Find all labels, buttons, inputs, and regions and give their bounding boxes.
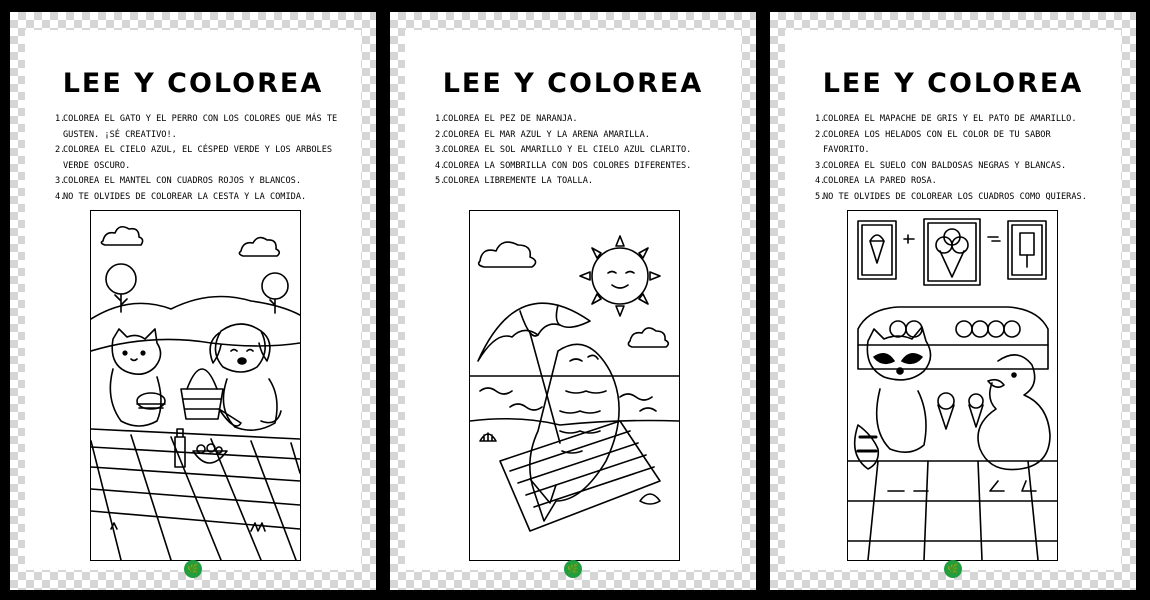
- instruction-list: [55, 112, 341, 205]
- worksheet-page-2: [390, 12, 756, 590]
- instruction-item: 2. COLOREA EL CIELO AZUL, EL CÉSPED VERDE Y LOS ARBOLES VERDE OSCURO.: [55, 145, 333, 171]
- leaf-logo-icon: 🌿: [944, 560, 962, 578]
- worksheet-content: [785, 30, 1121, 575]
- page-title: LEE Y COLOREA: [442, 68, 704, 99]
- instruction-item: 2. COLOREA EL MAR AZUL Y LA ARENA AMARILLA.: [435, 129, 650, 140]
- worksheet-page-3: [770, 12, 1136, 590]
- instruction-item: 1. COLOREA EL MAPACHE DE GRIS Y EL PATO DE AMARILLO.: [815, 114, 1077, 124]
- coloring-illustration-beach: [469, 210, 680, 561]
- leaf-logo-icon: 🌿: [184, 560, 202, 578]
- instruction-item: 2. COLOREA LOS HELADOS CON EL COLOR DE TU SABOR FAVORITO.: [815, 129, 1051, 155]
- instruction-item: 4. NO TE OLVIDES DE COLOREAR LA CESTA Y LA COMIDA.: [55, 191, 307, 202]
- page-title: LEE Y COLOREA: [62, 68, 324, 99]
- instruction-item: 4. COLOREA LA SOMBRILLA CON DOS COLORES DIFERENTES.: [435, 160, 692, 171]
- instruction-list: [815, 112, 1101, 205]
- instruction-list: [435, 112, 721, 190]
- worksheet-content: [405, 30, 741, 575]
- instruction-item: 4. COLOREA LA PARED ROSA.: [815, 176, 937, 186]
- worksheet-content: [25, 30, 361, 575]
- leaf-logo-icon: 🌿: [564, 560, 582, 578]
- coloring-illustration-picnic: [90, 210, 301, 561]
- instruction-item: 1. COLOREA EL PEZ DE NARANJA.: [435, 114, 578, 124]
- instruction-item: 5. NO TE OLVIDES DE COLOREAR LOS CUADROS COMO QUIERAS.: [815, 191, 1087, 202]
- instruction-item: 1. COLOREA EL GATO Y EL PERRO CON LOS COLORES QUE MÁS TE GUSTEN. ¡SÉ CREATIVO!.: [55, 114, 338, 140]
- instruction-item: 3. COLOREA EL SUELO CON BALDOSAS NEGRAS Y BLANCAS.: [815, 160, 1067, 171]
- instruction-item: 3. COLOREA EL MANTEL CON CUADROS ROJOS Y BLANCOS.: [55, 176, 301, 186]
- coloring-illustration-ice-cream-shop: [847, 210, 1058, 561]
- instruction-item: 5. COLOREA LIBREMENTE LA TOALLA.: [435, 176, 594, 186]
- instruction-item: 3. COLOREA EL SOL AMARILLO Y EL CIELO AZUL CLARITO.: [435, 145, 692, 155]
- page-title: LEE Y COLOREA: [822, 68, 1084, 99]
- worksheet-page-1: [10, 12, 376, 590]
